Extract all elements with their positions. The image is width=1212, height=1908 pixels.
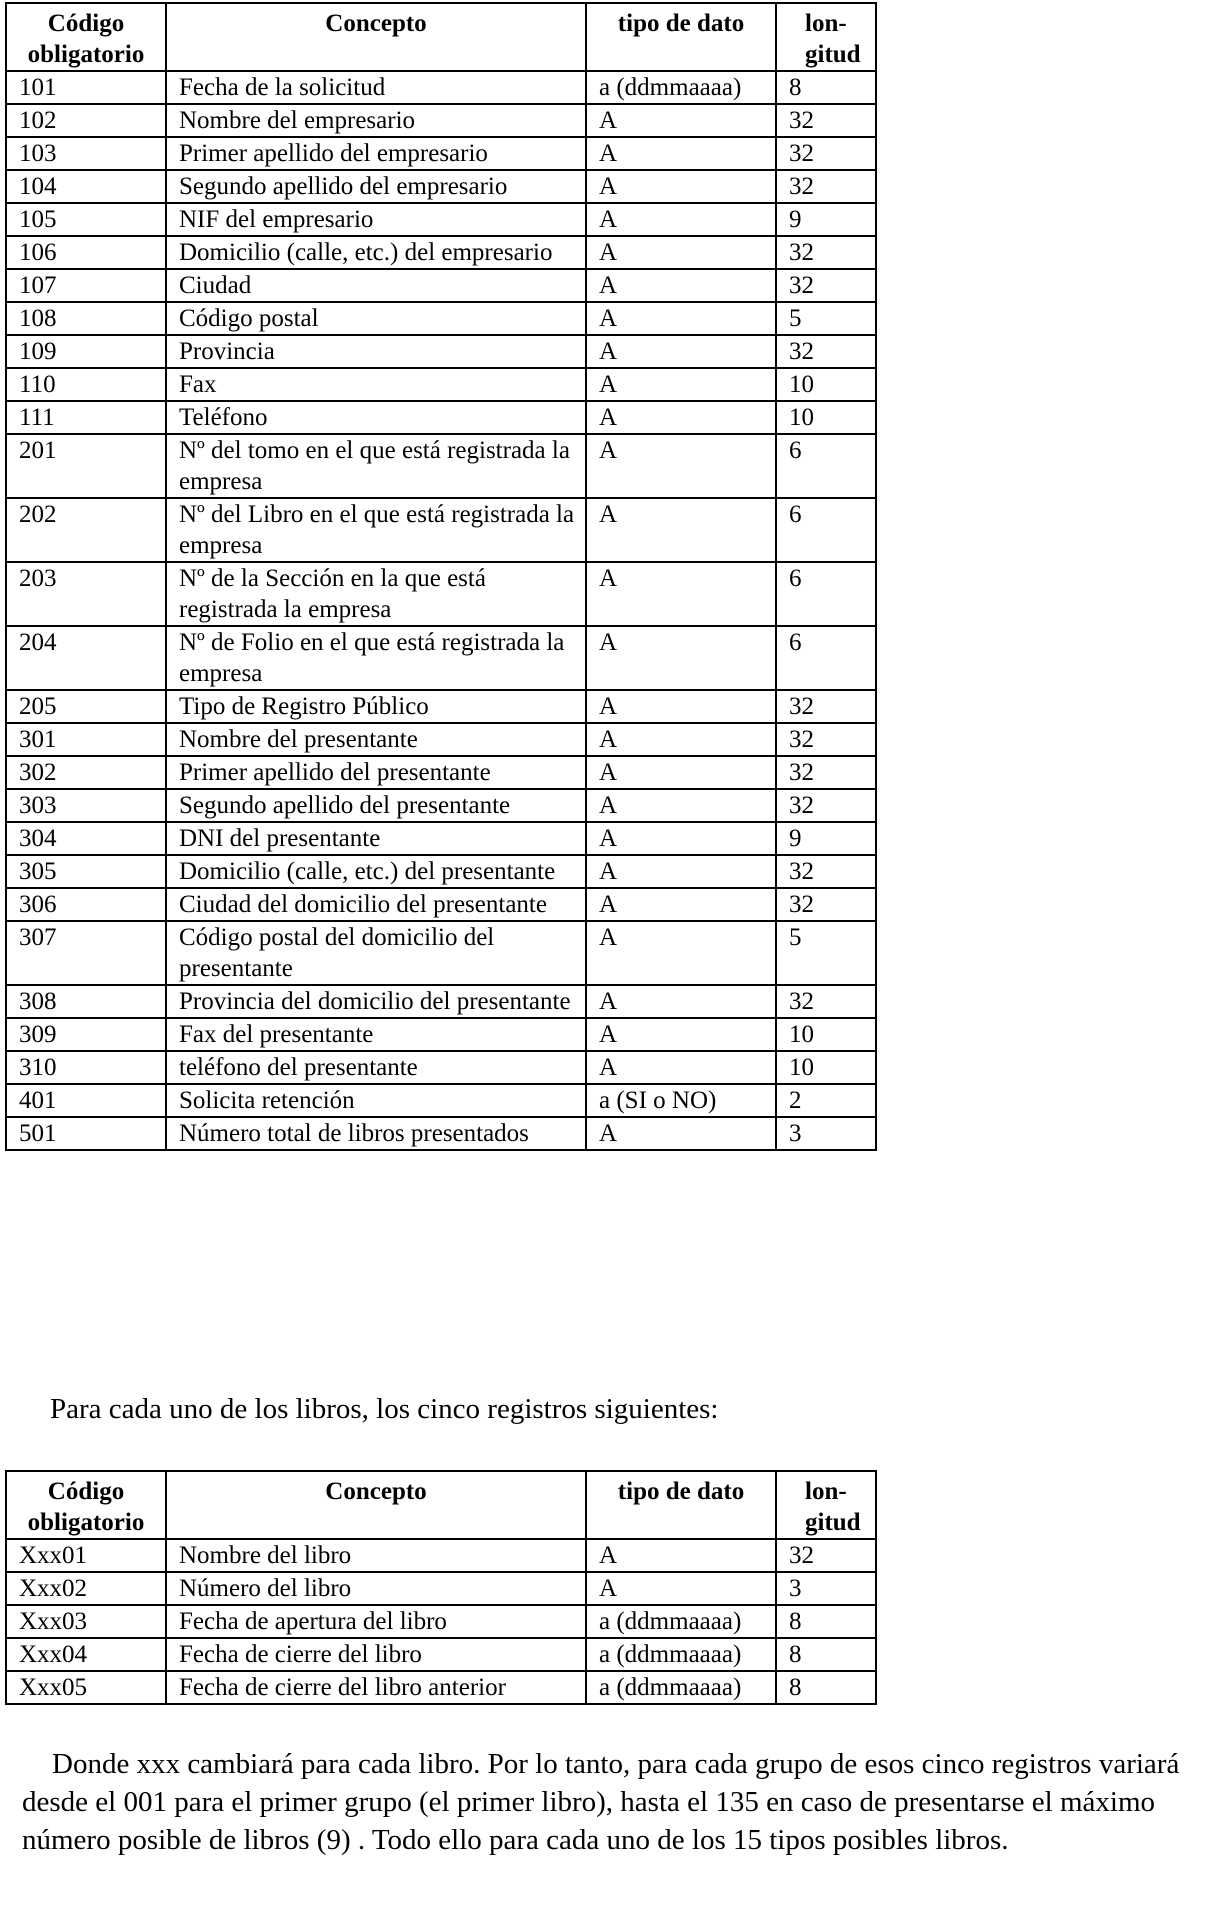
cell-code: Xxx05 (6, 1671, 166, 1704)
cell-type: A (586, 335, 776, 368)
cell-concept: DNI del presentante (166, 822, 586, 855)
cell-length: 32 (776, 855, 876, 888)
cell-length: 32 (776, 269, 876, 302)
cell-length: 32 (776, 985, 876, 1018)
cell-length: 32 (776, 137, 876, 170)
cell-type: a (ddmmaaaa) (586, 1671, 776, 1704)
cell-concept: Domicilio (calle, etc.) del empresario (166, 236, 586, 269)
cell-concept: Fecha de apertura del libro (166, 1605, 586, 1638)
table-row (6, 368, 876, 401)
cell-length: 8 (776, 1671, 876, 1704)
cell-type: A (586, 104, 776, 137)
cell-concept: Código postal (166, 302, 586, 335)
table-row (6, 1051, 876, 1084)
cell-type: A (586, 498, 776, 562)
cell-type: A (586, 302, 776, 335)
cell-concept: Nº del Libro en el que está registrada la empresa (166, 498, 586, 562)
table-row (6, 1018, 876, 1051)
table-row (6, 723, 876, 756)
cell-concept: Nombre del presentante (166, 723, 586, 756)
cell-type: a (ddmmaaaa) (586, 1638, 776, 1671)
table-row (6, 822, 876, 855)
cell-concept: Solicita retención (166, 1084, 586, 1117)
table-row (6, 1539, 876, 1572)
cell-length: 32 (776, 104, 876, 137)
cell-type: A (586, 1539, 776, 1572)
cell-length: 8 (776, 71, 876, 104)
table-row (6, 71, 876, 104)
main-table-body (6, 71, 876, 1150)
cell-code: 303 (6, 789, 166, 822)
table-row (6, 170, 876, 203)
cell-type: A (586, 1018, 776, 1051)
table-row (6, 137, 876, 170)
cell-type: A (586, 888, 776, 921)
cell-code: 104 (6, 170, 166, 203)
cell-code: 109 (6, 335, 166, 368)
cell-type: A (586, 822, 776, 855)
cell-code: 102 (6, 104, 166, 137)
cell-code: 304 (6, 822, 166, 855)
cell-type: A (586, 985, 776, 1018)
cell-concept: Teléfono (166, 401, 586, 434)
cell-type: A (586, 434, 776, 498)
cell-type: A (586, 368, 776, 401)
cell-code: 202 (6, 498, 166, 562)
table-row (6, 401, 876, 434)
cell-length: 10 (776, 1051, 876, 1084)
cell-concept: Ciudad (166, 269, 586, 302)
cell-code: 305 (6, 855, 166, 888)
cell-length: 32 (776, 888, 876, 921)
cell-length: 32 (776, 170, 876, 203)
cell-length: 10 (776, 1018, 876, 1051)
cell-type: a (SI o NO) (586, 1084, 776, 1117)
cell-length: 32 (776, 236, 876, 269)
cell-type: A (586, 855, 776, 888)
cell-type: a (ddmmaaaa) (586, 71, 776, 104)
table-row (6, 985, 876, 1018)
cell-concept: Fax (166, 368, 586, 401)
table-row (6, 335, 876, 368)
header-length: lon- gitud (776, 3, 876, 71)
table-row (6, 1572, 876, 1605)
cell-code: 302 (6, 756, 166, 789)
header-concept: Concepto (166, 3, 586, 71)
cell-length: 32 (776, 723, 876, 756)
books-table-body (6, 1539, 876, 1704)
cell-code: 111 (6, 401, 166, 434)
cell-type: A (586, 203, 776, 236)
table-row (6, 498, 876, 562)
cell-type: A (586, 1051, 776, 1084)
table-row (6, 1605, 876, 1638)
cell-type: A (586, 789, 776, 822)
cell-code: 306 (6, 888, 166, 921)
cell-length: 3 (776, 1117, 876, 1150)
cell-concept: Segundo apellido del presentante (166, 789, 586, 822)
cell-type: A (586, 723, 776, 756)
table-row (6, 562, 876, 626)
cell-length: 8 (776, 1605, 876, 1638)
table-row (6, 789, 876, 822)
cell-length: 3 (776, 1572, 876, 1605)
header-concept: Concepto (166, 1471, 586, 1539)
cell-type: A (586, 756, 776, 789)
cell-type: A (586, 626, 776, 690)
table-header-row (6, 3, 876, 71)
cell-concept: Nombre del libro (166, 1539, 586, 1572)
table-row (6, 1117, 876, 1150)
cell-code: 107 (6, 269, 166, 302)
cell-code: 309 (6, 1018, 166, 1051)
cell-code: 201 (6, 434, 166, 498)
cell-length: 6 (776, 562, 876, 626)
books-registers-table (5, 1470, 877, 1705)
table-row (6, 888, 876, 921)
table-row (6, 690, 876, 723)
cell-length: 8 (776, 1638, 876, 1671)
cell-concept: Número del libro (166, 1572, 586, 1605)
cell-type: A (586, 236, 776, 269)
cell-code: Xxx02 (6, 1572, 166, 1605)
cell-concept: Primer apellido del empresario (166, 137, 586, 170)
cell-concept: Fecha de cierre del libro (166, 1638, 586, 1671)
cell-length: 32 (776, 789, 876, 822)
table-row (6, 756, 876, 789)
cell-concept: Nº del tomo en el que está registrada la empresa (166, 434, 586, 498)
table-row (6, 269, 876, 302)
cell-length: 5 (776, 302, 876, 335)
table-row (6, 302, 876, 335)
table-row (6, 1084, 876, 1117)
cell-concept: Nº de Folio en el que está registrada la empresa (166, 626, 586, 690)
cell-type: A (586, 170, 776, 203)
cell-code: 501 (6, 1117, 166, 1150)
cell-code: 308 (6, 985, 166, 1018)
table-row (6, 1638, 876, 1671)
cell-code: 203 (6, 562, 166, 626)
cell-concept: Primer apellido del presentante (166, 756, 586, 789)
cell-code: 205 (6, 690, 166, 723)
header-type: tipo de dato (586, 1471, 776, 1539)
cell-concept: Fecha de cierre del libro anterior (166, 1671, 586, 1704)
table-row (6, 434, 876, 498)
table-row (6, 104, 876, 137)
table-row (6, 921, 876, 985)
cell-length: 9 (776, 203, 876, 236)
cell-length: 32 (776, 335, 876, 368)
cell-code: 307 (6, 921, 166, 985)
cell-length: 32 (776, 756, 876, 789)
header-type: tipo de dato (586, 3, 776, 71)
main-registers-table (5, 2, 877, 1151)
table-row (6, 1671, 876, 1704)
books-intro-text: Para cada uno de los libros, los cinco registros siguientes: (50, 1393, 719, 1425)
cell-code: 108 (6, 302, 166, 335)
cell-code: 301 (6, 723, 166, 756)
cell-code: 105 (6, 203, 166, 236)
table-row (6, 203, 876, 236)
cell-concept: Tipo de Registro Público (166, 690, 586, 723)
cell-type: A (586, 1572, 776, 1605)
cell-length: 6 (776, 626, 876, 690)
cell-type: A (586, 690, 776, 723)
cell-code: 101 (6, 71, 166, 104)
cell-length: 6 (776, 498, 876, 562)
cell-code: 103 (6, 137, 166, 170)
cell-concept: Ciudad del domicilio del presentante (166, 888, 586, 921)
cell-concept: Domicilio (calle, etc.) del presentante (166, 855, 586, 888)
cell-concept: Fecha de la solicitud (166, 71, 586, 104)
cell-concept: Nombre del empresario (166, 104, 586, 137)
cell-concept: Segundo apellido del empresario (166, 170, 586, 203)
cell-concept: Código postal del domicilio del presentante (166, 921, 586, 985)
cell-concept: NIF del empresario (166, 203, 586, 236)
cell-code: 401 (6, 1084, 166, 1117)
cell-code: Xxx01 (6, 1539, 166, 1572)
cell-type: A (586, 562, 776, 626)
cell-type: a (ddmmaaaa) (586, 1605, 776, 1638)
cell-concept: Provincia del domicilio del presentante (166, 985, 586, 1018)
cell-code: 106 (6, 236, 166, 269)
cell-length: 6 (776, 434, 876, 498)
cell-length: 5 (776, 921, 876, 985)
cell-concept: teléfono del presentante (166, 1051, 586, 1084)
cell-code: 204 (6, 626, 166, 690)
header-code: Código obligatorio (6, 1471, 166, 1539)
cell-length: 10 (776, 401, 876, 434)
cell-type: A (586, 137, 776, 170)
cell-concept: Nº de la Sección en la que está registrada la empresa (166, 562, 586, 626)
cell-length: 2 (776, 1084, 876, 1117)
cell-code: 310 (6, 1051, 166, 1084)
cell-length: 9 (776, 822, 876, 855)
cell-type: A (586, 401, 776, 434)
cell-code: Xxx04 (6, 1638, 166, 1671)
cell-concept: Provincia (166, 335, 586, 368)
table-header-row (6, 1471, 876, 1539)
table-row (6, 855, 876, 888)
cell-concept: Fax del presentante (166, 1018, 586, 1051)
table-row (6, 236, 876, 269)
cell-type: A (586, 269, 776, 302)
header-length: lon- gitud (776, 1471, 876, 1539)
table-row (6, 626, 876, 690)
cell-code: Xxx03 (6, 1605, 166, 1638)
closing-note-text: Donde xxx cambiará para cada libro. Por lo tanto, para cada grupo de esos cinco registros variará desde el 001 para el primer grupo (el primer libro), hasta el 135 en caso de presentarse el máximo número posible de libros (9) . Todo ello para cada uno de los 15 tipos posibles libros. (22, 1748, 1180, 1856)
cell-code: 110 (6, 368, 166, 401)
cell-length: 32 (776, 1539, 876, 1572)
cell-length: 32 (776, 690, 876, 723)
cell-length: 10 (776, 368, 876, 401)
cell-type: A (586, 1117, 776, 1150)
cell-type: A (586, 921, 776, 985)
cell-concept: Número total de libros presentados (166, 1117, 586, 1150)
header-code: Código obligatorio (6, 3, 166, 71)
